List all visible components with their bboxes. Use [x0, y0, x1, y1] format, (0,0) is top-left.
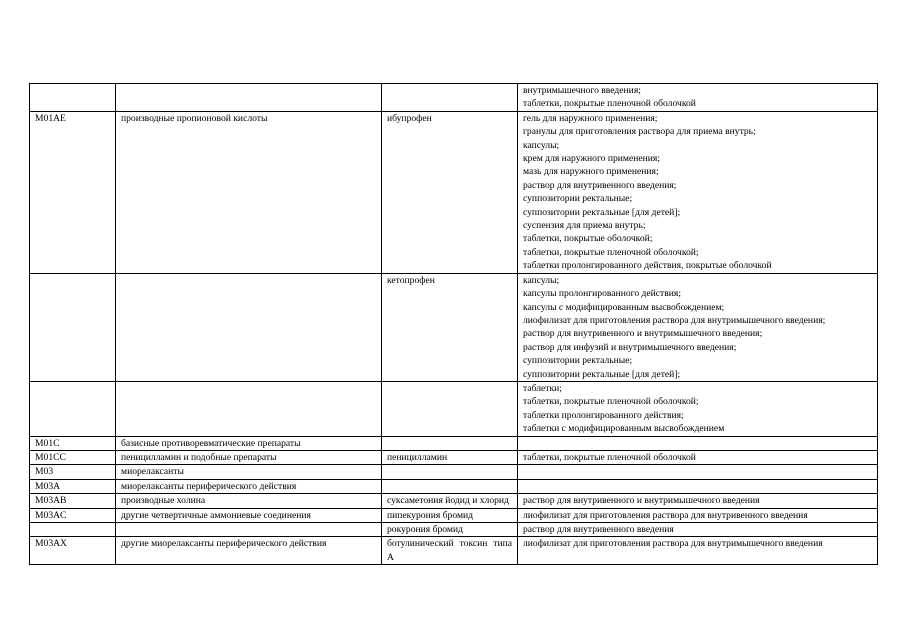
- dosage-form-line: таблетки, покрытые пленочной оболочкой: [523, 98, 696, 110]
- group-name-cell: пеницилламин и подобные препараты: [116, 450, 382, 464]
- atc-code-cell: M01C: [30, 436, 116, 450]
- dosage-form-line: таблетки пролонгированного действия, покрытые оболочкой: [523, 260, 772, 272]
- dosage-forms-cell: [518, 523, 878, 537]
- group-name-cell: производные холина: [116, 494, 382, 508]
- dosage-form-line: гель для наружного применения;: [523, 112, 658, 124]
- table-row: [30, 508, 878, 522]
- dosage-form-line: таблетки, покрытые оболочкой;: [523, 233, 653, 245]
- dosage-forms-cell: [518, 381, 878, 436]
- table-row: [30, 436, 878, 450]
- dosage-form-line: суппозитории ректальные [для детей];: [523, 368, 681, 380]
- dosage-form-line: раствор для внутривенного введения;: [523, 179, 677, 191]
- atc-code-cell: [30, 273, 116, 381]
- atc-code-cell: [30, 381, 116, 436]
- drug-name-cell: [382, 84, 518, 112]
- atc-code-cell: [30, 523, 116, 537]
- dosage-form-line: гранулы для приготовления раствора для приема внутрь;: [523, 126, 756, 138]
- dosage-form-line: таблетки, покрытые пленочной оболочкой;: [523, 396, 699, 408]
- table-row: [30, 523, 878, 537]
- dosage-form-line: внутримышечного введения;: [523, 85, 641, 96]
- dosage-forms-cell: [518, 111, 878, 273]
- dosage-forms-cell: [518, 537, 878, 565]
- drug-name-cell: пеницилламин: [382, 450, 518, 464]
- dosage-form-line: мазь для наружного применения;: [523, 166, 659, 178]
- atc-code-cell: M03A: [30, 479, 116, 493]
- atc-code-cell: [30, 84, 116, 112]
- dosage-form-line: суппозитории ректальные;: [523, 355, 633, 367]
- atc-code-cell: M01AE: [30, 111, 116, 273]
- group-name-cell: [116, 84, 382, 112]
- drug-name-cell: кетопрофен: [382, 273, 518, 381]
- dosage-form-line: таблетки, покрытые пленочной оболочкой: [523, 451, 696, 463]
- table-body: [30, 84, 878, 565]
- table-row: [30, 494, 878, 508]
- drug-name-cell: [382, 436, 518, 450]
- drug-classification-table: [29, 83, 878, 565]
- dosage-form-line: таблетки пролонгированного действия;: [523, 409, 684, 421]
- atc-code-cell: M03AB: [30, 494, 116, 508]
- drug-name-cell: [382, 381, 518, 436]
- table-row: [30, 273, 878, 381]
- atc-code-cell: M03: [30, 465, 116, 479]
- group-name-cell: базисные противоревматические препараты: [116, 436, 382, 450]
- dosage-form-line: [523, 480, 872, 493]
- dosage-form-line: суспензия для приема внутрь;: [523, 220, 646, 232]
- dosage-form-line: раствор для внутривенного и внутримышечного введения;: [523, 328, 763, 340]
- dosage-form-line: раствор для внутривенного введения: [523, 524, 674, 535]
- table-row: [30, 537, 878, 565]
- table-row: [30, 450, 878, 464]
- drug-name-cell: суксаметония йодид и хлорид: [382, 494, 518, 508]
- group-name-cell: [116, 523, 382, 537]
- drug-name-cell: пипекурония бромид: [382, 508, 518, 522]
- drug-name-cell: [382, 479, 518, 493]
- dosage-form-line: таблетки;: [523, 382, 562, 394]
- dosage-form-line: суппозитории ректальные;: [523, 193, 633, 205]
- dosage-form-line: [523, 465, 872, 478]
- dosage-forms-cell: [518, 84, 878, 112]
- drug-name-cell: ибупрофен: [382, 111, 518, 273]
- group-name-cell: [116, 273, 382, 381]
- group-name-cell: другие миорелаксанты периферического действия: [116, 537, 382, 565]
- atc-code-cell: M03AX: [30, 537, 116, 565]
- dosage-form-line: раствор для внутривенного и внутримышечного введения: [523, 495, 760, 507]
- dosage-forms-cell: [518, 465, 878, 479]
- dosage-forms-cell: [518, 436, 878, 450]
- dosage-form-line: [523, 437, 872, 450]
- table-row: [30, 479, 878, 493]
- dosage-form-line: раствор для инфузий и внутримышечного введения;: [523, 341, 737, 353]
- dosage-form-line: капсулы;: [523, 139, 560, 151]
- dosage-forms-cell: [518, 479, 878, 493]
- dosage-form-line: лиофилизат для приготовления раствора для внутримышечного введения;: [523, 314, 826, 326]
- dosage-forms-cell: [518, 508, 878, 522]
- dosage-form-line: крем для наружного применения;: [523, 153, 660, 165]
- table-row: [30, 381, 878, 436]
- group-name-cell: другие четвертичные аммониевые соединения: [116, 508, 382, 522]
- atc-code-cell: M01CC: [30, 450, 116, 464]
- dosage-form-line: капсулы;: [523, 274, 560, 286]
- dosage-form-line: таблетки, покрытые пленочной оболочкой;: [523, 246, 699, 258]
- drug-name-cell: ботулинический токсин типа А: [382, 537, 518, 565]
- group-name-cell: производные пропионовой кислоты: [116, 111, 382, 273]
- dosage-form-line: капсулы с модифицированным высвобождением;: [523, 301, 725, 313]
- drug-name-cell: рокурония бромид: [382, 523, 518, 537]
- dosage-form-line: суппозитории ректальные [для детей];: [523, 206, 681, 218]
- table-row: [30, 84, 878, 112]
- dosage-form-line: таблетки с модифицированным высвобождением: [523, 423, 725, 435]
- dosage-form-line: капсулы пролонгированного действия;: [523, 288, 681, 300]
- group-name-cell: миорелаксанты: [116, 465, 382, 479]
- table-row: [30, 111, 878, 273]
- dosage-form-line: лиофилизат для приготовления раствора для внутривенного введения: [523, 509, 808, 521]
- dosage-forms-cell: [518, 273, 878, 381]
- group-name-cell: [116, 381, 382, 436]
- atc-code-cell: M03AC: [30, 508, 116, 522]
- table-row: [30, 465, 878, 479]
- dosage-forms-cell: [518, 494, 878, 508]
- dosage-forms-cell: [518, 450, 878, 464]
- dosage-form-line: лиофилизат для приготовления раствора для внутримышечного введения: [523, 538, 823, 550]
- drug-name-cell: [382, 465, 518, 479]
- group-name-cell: миорелаксанты периферического действия: [116, 479, 382, 493]
